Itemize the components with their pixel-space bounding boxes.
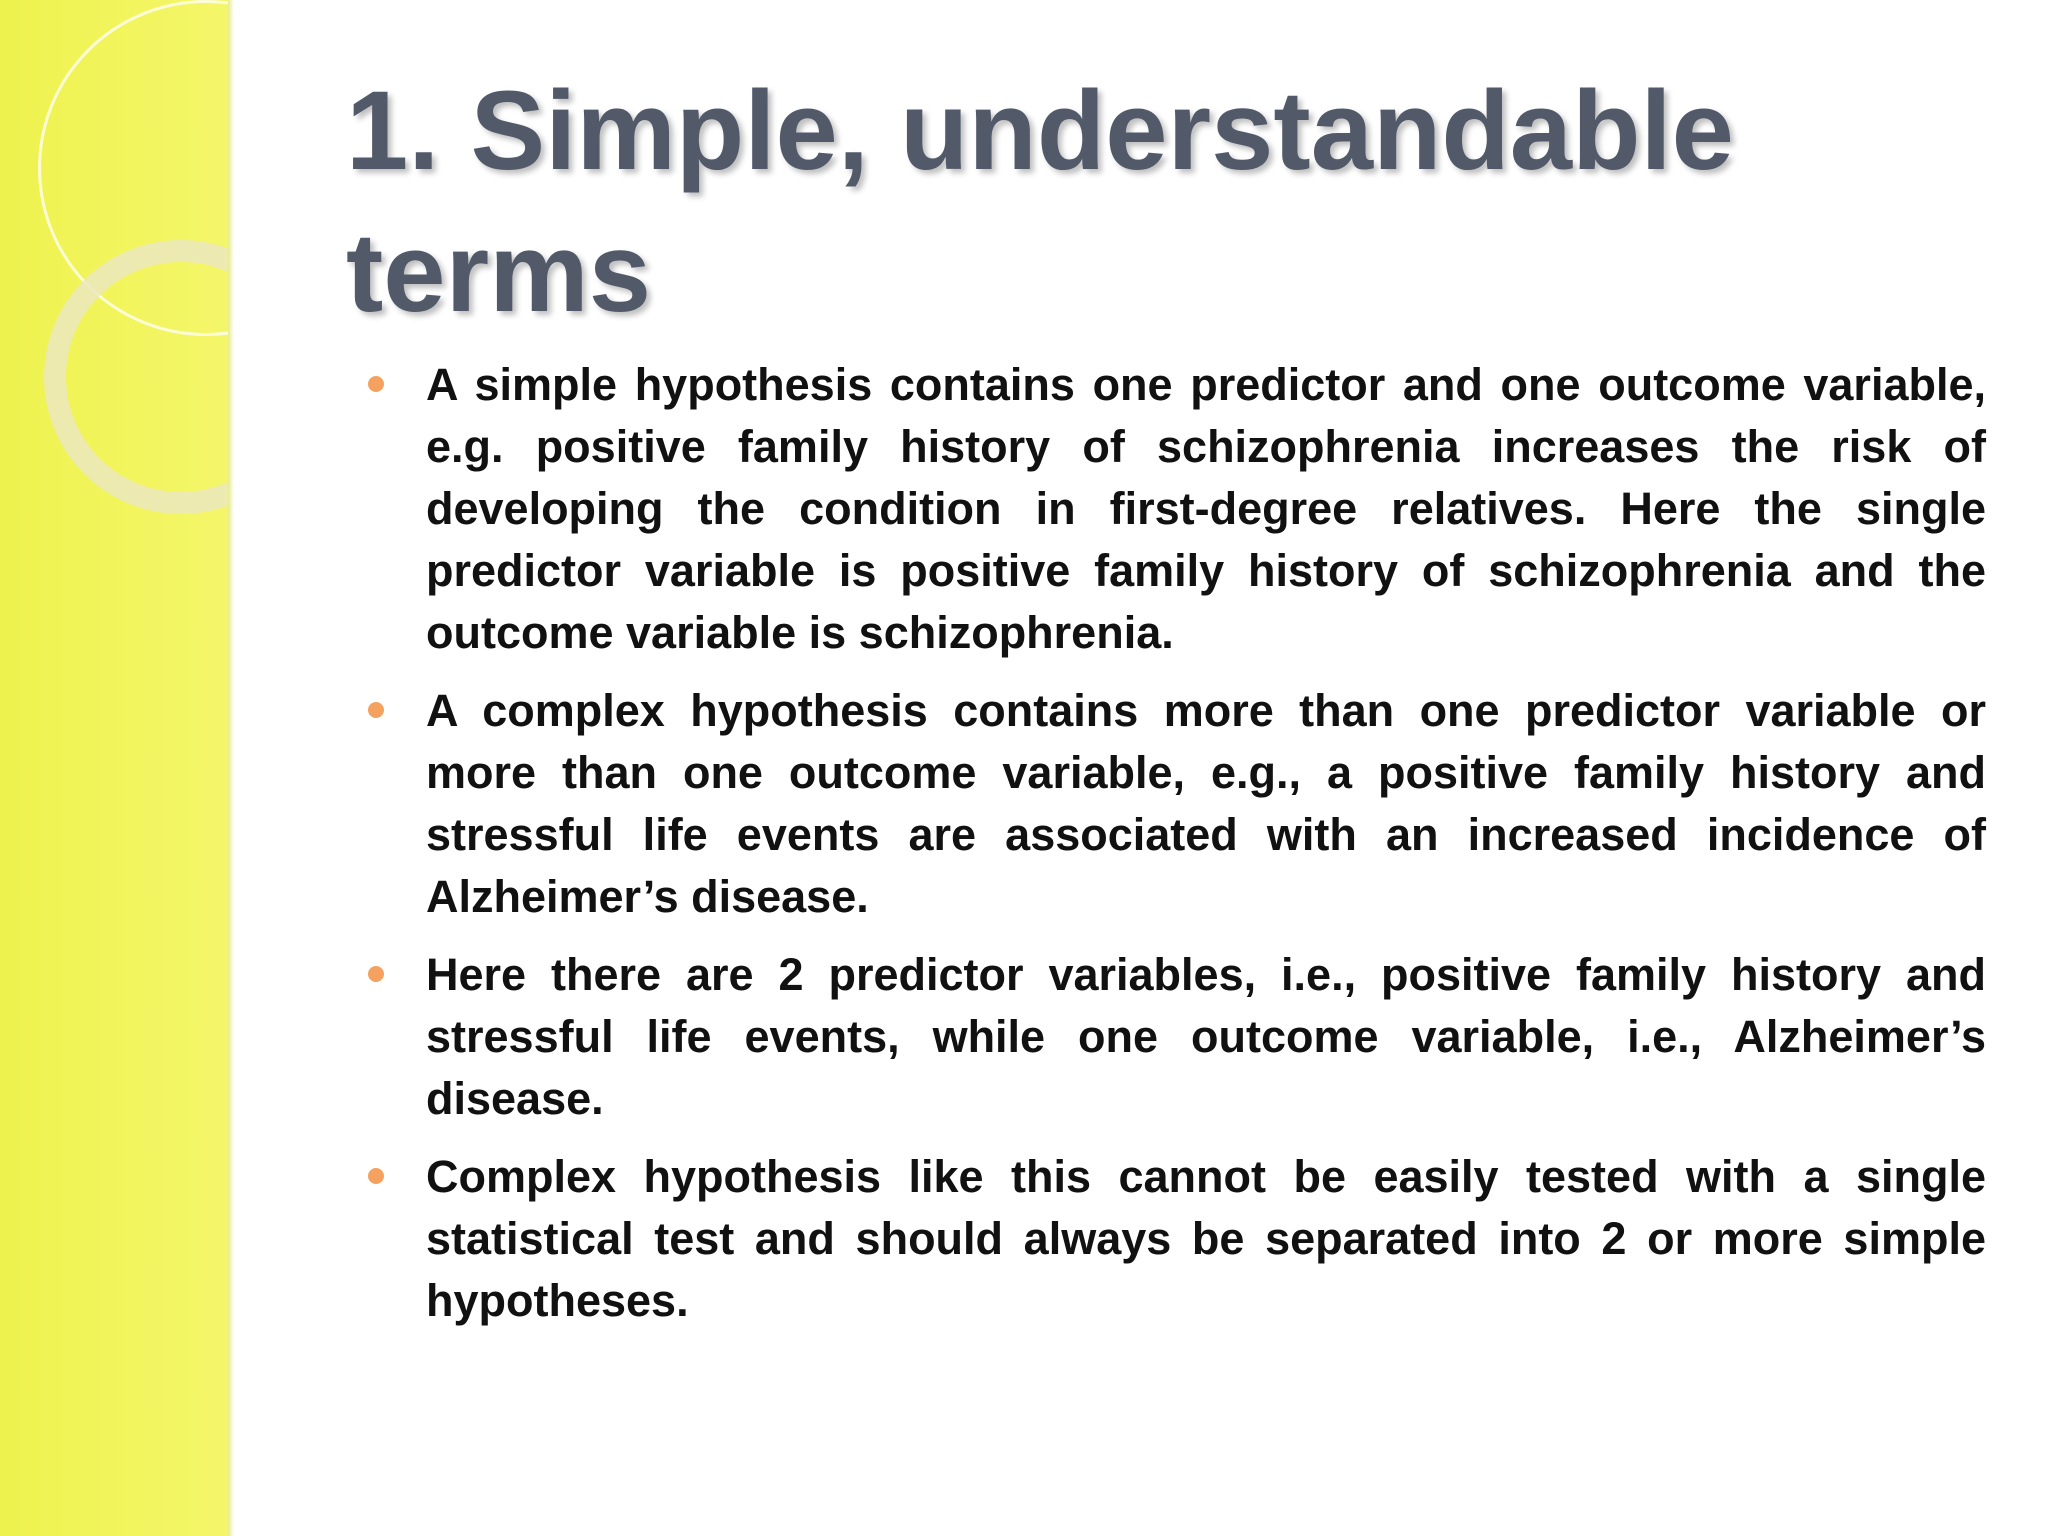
bullet-text: A simple hypothesis contains one predictor and one outcome variable, e.g. positive family history of schizophrenia increases the risk of developing the condition in first-degree relatives. Here the single predictor variable is positive family history of schizophrenia and the outcome variable is schizophrenia. bbox=[426, 359, 1986, 658]
bullet-dot-icon bbox=[368, 376, 384, 392]
side-band-edge bbox=[228, 0, 234, 1536]
bullet-item bbox=[346, 680, 1986, 928]
bullet-item bbox=[346, 1146, 1986, 1332]
bullet-text: A complex hypothesis contains more than one predictor variable or more than one outcome variable, e.g., a positive family history and stressful life events are associated with an increased incidence of Alzheimer’s disease. bbox=[426, 685, 1986, 922]
slide-title: 1. Simple, understandable terms bbox=[346, 68, 1734, 335]
bullet-dot-icon bbox=[368, 1168, 384, 1184]
slide-content bbox=[346, 60, 1986, 1348]
bullet-text: Here there are 2 predictor variables, i.e., positive family history and stressful life events, while one outcome variable, i.e., Alzheimer’s disease. bbox=[426, 949, 1986, 1124]
bullet-item bbox=[346, 354, 1986, 664]
bullet-dot-icon bbox=[368, 702, 384, 718]
bullet-list bbox=[346, 354, 1986, 1332]
bullet-dot-icon bbox=[368, 966, 384, 982]
bullet-text: Complex hypothesis like this cannot be easily tested with a single statistical test and should always be separated into 2 or more simple hypotheses. bbox=[426, 1151, 1986, 1326]
decorative-side-band bbox=[0, 0, 228, 1536]
bullet-item bbox=[346, 944, 1986, 1130]
decorative-ring-small bbox=[44, 240, 228, 514]
